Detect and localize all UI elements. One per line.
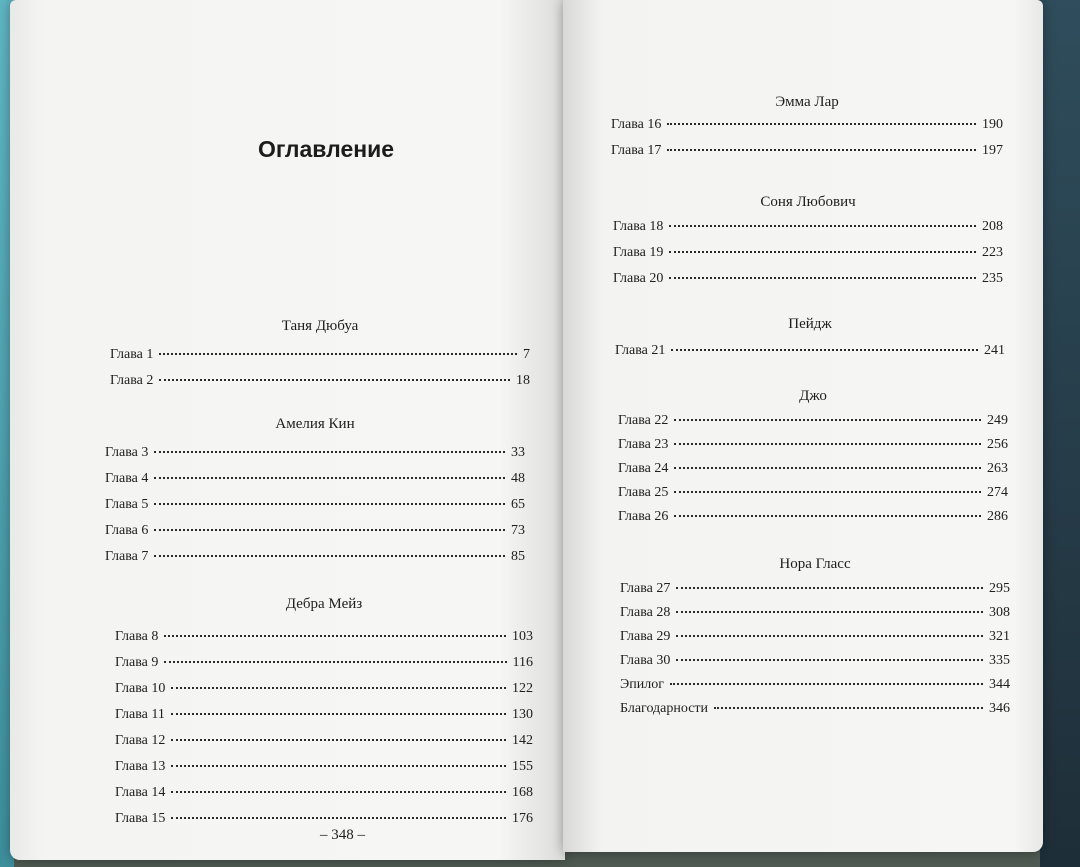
toc-entry[interactable] [115, 707, 533, 733]
dot-leader [667, 149, 976, 151]
entry-page: 308 [989, 605, 1010, 620]
dot-leader [154, 555, 505, 557]
entry-page: 208 [982, 219, 1003, 234]
toc-entry[interactable] [618, 485, 1008, 509]
dot-leader [171, 765, 506, 767]
toc-entry[interactable] [105, 497, 525, 523]
section-heading: Эмма Лар [775, 94, 839, 110]
page-title: Оглавление [258, 136, 395, 162]
entry-page: 344 [989, 677, 1010, 692]
entry-label: Глава 29 [620, 629, 671, 644]
toc-section-paige [615, 316, 1005, 369]
toc-section-tanya-dubois [110, 318, 530, 399]
entry-label: Глава 4 [105, 471, 149, 486]
entry-page: 335 [989, 653, 1010, 668]
toc-entry[interactable] [618, 461, 1008, 485]
dot-leader [671, 349, 978, 351]
entry-page: 18 [516, 373, 530, 388]
toc-section-sonya-lyubovich [613, 194, 1003, 297]
dot-leader [171, 817, 506, 819]
entry-page: 168 [512, 785, 533, 800]
entry-page: 263 [987, 461, 1008, 476]
toc-entry[interactable] [115, 759, 533, 785]
entry-label: Глава 18 [613, 219, 664, 234]
entry-label: Глава 22 [618, 413, 669, 428]
toc-entry[interactable] [620, 701, 1010, 725]
section-heading: Таня Дюбуа [281, 318, 359, 334]
dot-leader [159, 353, 517, 355]
entry-page: 116 [512, 655, 533, 670]
toc-entry[interactable] [620, 677, 1010, 701]
toc-section-debra-maze [115, 596, 533, 837]
entry-label: Глава 30 [620, 653, 671, 668]
section-heading: Пейдж [788, 316, 832, 332]
entry-label: Глава 21 [615, 343, 666, 358]
entry-page: 286 [987, 509, 1008, 524]
entry-page: 7 [523, 347, 530, 362]
entry-label: Глава 19 [613, 245, 664, 260]
entry-label: Глава 17 [611, 143, 662, 158]
toc-entry[interactable] [115, 733, 533, 759]
entry-label: Глава 2 [110, 373, 154, 388]
toc-entry[interactable] [620, 653, 1010, 677]
entry-page: 274 [987, 485, 1008, 500]
dot-leader [171, 739, 506, 741]
section-heading: Дебра Мейз [285, 596, 363, 612]
toc-section-jo [618, 388, 1008, 533]
dot-leader [674, 467, 981, 469]
entry-label: Глава 16 [611, 117, 662, 132]
dot-leader [676, 587, 983, 589]
toc-entry[interactable] [115, 785, 533, 811]
dot-leader [154, 503, 505, 505]
entry-label: Глава 5 [105, 497, 149, 512]
entry-label: Глава 28 [620, 605, 671, 620]
entry-label: Глава 20 [613, 271, 664, 286]
entry-page: 235 [982, 271, 1003, 286]
dot-leader [714, 707, 983, 709]
toc-section-emma-lar [611, 94, 1003, 169]
dot-leader [154, 451, 505, 453]
toc-entry[interactable] [613, 245, 1003, 271]
entry-label: Благодарности [620, 701, 709, 716]
entry-label: Глава 3 [105, 445, 149, 460]
entry-label: Глава 10 [115, 681, 166, 696]
entry-page: 190 [982, 117, 1003, 132]
dot-leader [159, 379, 510, 381]
entry-label: Эпилог [620, 677, 664, 692]
entry-label: Глава 7 [105, 549, 149, 564]
entry-page: 73 [511, 523, 525, 538]
entry-page: 295 [989, 581, 1010, 596]
toc-entry[interactable] [110, 347, 530, 373]
section-heading: Джо [799, 388, 827, 404]
entry-label: Глава 11 [115, 707, 165, 722]
entry-label: Глава 26 [618, 509, 669, 524]
entry-page: 241 [984, 343, 1005, 358]
entry-label: Глава 27 [620, 581, 671, 596]
dot-leader [674, 491, 981, 493]
dot-leader [669, 225, 976, 227]
left-page [10, 0, 565, 860]
entry-label: Глава 12 [115, 733, 166, 748]
dot-leader [676, 635, 983, 637]
entry-label: Глава 15 [115, 811, 166, 826]
right-page [563, 0, 1043, 852]
section-heading: Нора Гласс [779, 556, 851, 572]
section-heading: Амелия Кин [275, 416, 355, 432]
book-cover-edge-right [1040, 0, 1080, 867]
dot-leader [669, 277, 976, 279]
toc-entry[interactable] [115, 629, 533, 655]
toc-entry[interactable] [618, 437, 1008, 461]
page-number: – 348 – [320, 827, 365, 843]
dot-leader [674, 419, 981, 421]
entry-page: 122 [512, 681, 533, 696]
toc-entry[interactable] [611, 143, 1003, 169]
entry-page: 223 [982, 245, 1003, 260]
toc-entry[interactable] [620, 629, 1010, 653]
entry-label: Глава 9 [115, 655, 159, 670]
section-heading: Соня Любович [760, 194, 856, 210]
dot-leader [667, 123, 976, 125]
toc-entry[interactable] [105, 445, 525, 471]
entry-label: Глава 13 [115, 759, 166, 774]
toc-entry[interactable] [611, 117, 1003, 143]
dot-leader [674, 443, 981, 445]
dot-leader [164, 635, 506, 637]
toc-entry[interactable] [618, 413, 1008, 437]
dot-leader [154, 477, 505, 479]
toc-entry[interactable] [620, 581, 1010, 605]
toc-entry[interactable] [115, 681, 533, 707]
toc-entry[interactable] [618, 509, 1008, 533]
toc-section-nora-glass [620, 556, 1010, 725]
entry-label: Глава 14 [115, 785, 166, 800]
entry-page: 176 [512, 811, 533, 826]
toc-entry[interactable] [105, 471, 525, 497]
dot-leader [171, 791, 506, 793]
entry-page: 321 [989, 629, 1010, 644]
entry-label: Глава 1 [110, 347, 154, 362]
toc-entry[interactable] [615, 343, 1005, 369]
entry-label: Глава 24 [618, 461, 669, 476]
dot-leader [674, 515, 981, 517]
entry-page: 103 [512, 629, 533, 644]
entry-page: 48 [511, 471, 525, 486]
toc-entry[interactable] [620, 605, 1010, 629]
dot-leader [171, 713, 506, 715]
dot-leader [676, 659, 983, 661]
entry-page: 85 [511, 549, 525, 564]
toc-entry[interactable] [613, 219, 1003, 245]
entry-page: 256 [987, 437, 1008, 452]
toc-entry[interactable] [105, 523, 525, 549]
dot-leader [670, 683, 983, 685]
entry-page: 249 [987, 413, 1008, 428]
dot-leader [171, 687, 506, 689]
dot-leader [154, 529, 505, 531]
entry-page: 346 [989, 701, 1010, 716]
dot-leader [676, 611, 983, 613]
toc-section-amelia-keen [105, 416, 525, 575]
toc-entry[interactable] [613, 271, 1003, 297]
entry-page: 155 [512, 759, 533, 774]
entry-page: 130 [512, 707, 533, 722]
entry-page: 197 [982, 143, 1003, 158]
entry-label: Глава 6 [105, 523, 149, 538]
entry-page: 33 [511, 445, 525, 460]
entry-label: Глава 25 [618, 485, 669, 500]
dot-leader [669, 251, 976, 253]
toc-entry[interactable] [110, 373, 530, 399]
entry-page: 65 [511, 497, 525, 512]
entry-label: Глава 23 [618, 437, 669, 452]
toc-entry[interactable] [105, 549, 525, 575]
entry-label: Глава 8 [115, 629, 159, 644]
dot-leader [164, 661, 506, 663]
toc-entry[interactable] [115, 655, 533, 681]
entry-page: 142 [512, 733, 533, 748]
